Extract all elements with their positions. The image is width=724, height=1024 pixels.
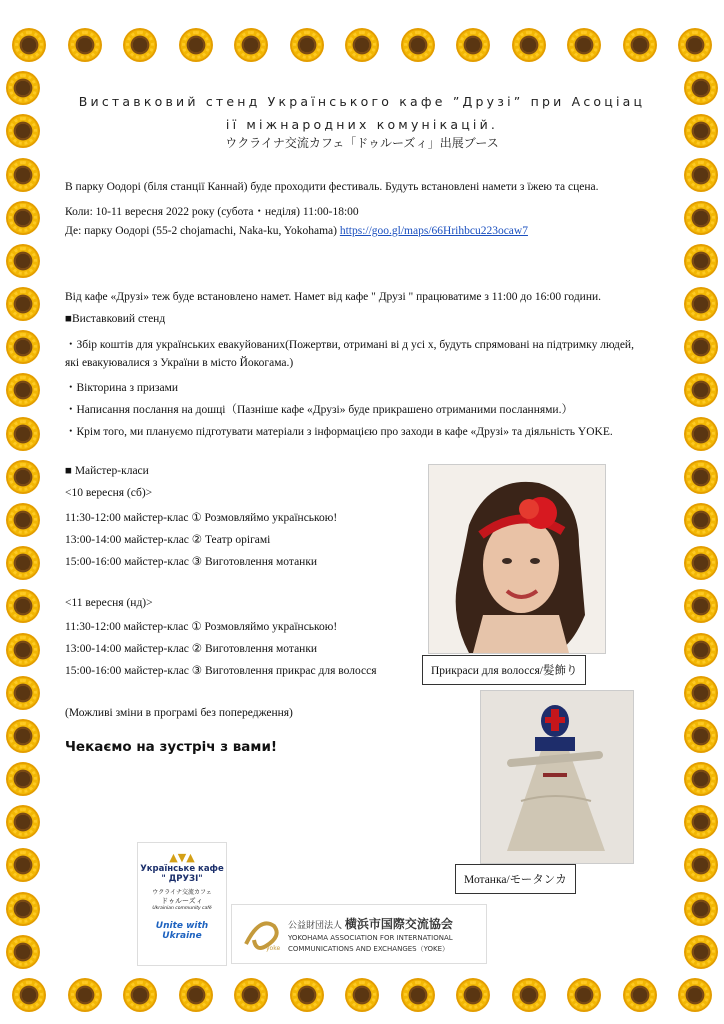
yoke-logo <box>231 904 487 964</box>
page-title <box>40 90 684 136</box>
sunflower-icon <box>512 978 546 1012</box>
booth-item-3: ・Написання послання на дошці（Пазніше кафе «Друзі» буде прикрашено отриманими посланнями.） <box>65 404 573 416</box>
sunflower-icon <box>290 28 324 62</box>
sunflower-icon <box>684 589 718 623</box>
cafe-logo-jp: ウクライナ交流カフェ <box>152 889 212 896</box>
sunflower-icon <box>6 719 40 753</box>
hair-accessory-caption: Прикраси для волосся/髪飾り <box>422 655 586 685</box>
title-japanese: ウクライナ交流カフェ「ドゥルーズィ」出展ブース <box>225 136 499 150</box>
sunflower-icon <box>6 201 40 235</box>
sunflower-icon <box>6 848 40 882</box>
title-line-1: Виставковий стенд Українського кафе ”Друзі” при Асоціац <box>78 94 646 109</box>
sunflower-icon <box>234 978 268 1012</box>
sunflower-icon <box>345 978 379 1012</box>
cafe-logo-jp-2: ドゥルーズィ <box>161 897 203 905</box>
sunflower-icon <box>684 719 718 753</box>
motanka-caption: Мотанка/モータンカ <box>455 864 576 894</box>
day1-heading: <10 вересня (сб)> <box>65 487 153 499</box>
booth-item-1b: які евакуювалися з України в місто Йокогама.) <box>65 357 294 369</box>
woman-portrait-image <box>429 465 605 653</box>
sunflower-icon <box>684 546 718 580</box>
sunflower-icon <box>684 935 718 969</box>
sunflower-icon <box>12 28 46 62</box>
sunflower-icon <box>6 460 40 494</box>
when-text: Коли: 10-11 вересня 2022 року (субота・неділя) 11:00-18:00 <box>65 206 359 218</box>
sunflower-icon <box>684 287 718 321</box>
sunflower-icon <box>567 978 601 1012</box>
day2-item: 15:00-16:00 майстер-клас ③ Виготовлення прикрас для волосся <box>65 665 377 677</box>
day2-item: 11:30-12:00 майстер-клас ① Розмовляймо українською! <box>65 621 338 633</box>
cafe-logo-en: Ukrainian community café <box>152 906 212 911</box>
sunflower-icon <box>567 28 601 62</box>
yoke-name-en-1: YOKOHAMA ASSOCIATION FOR INTERNATIONAL <box>288 934 453 942</box>
sunflower-icon <box>68 978 102 1012</box>
unite-with-ukraine-text: Unite with Ukraine <box>155 921 209 941</box>
sunflower-icon <box>6 158 40 192</box>
sunflower-icon <box>6 892 40 926</box>
change-note: (Можливі зміни в програмі без попередження) <box>65 707 293 719</box>
day2-item: 13:00-14:00 майстер-клас ② Виготовлення мотанки <box>65 643 318 655</box>
tent-text: Від кафе «Друзі» теж буде встановлено намет. Намет від кафе " Друзі " працюватиме з 11:00 до 16:00 години. <box>65 291 602 303</box>
sunflower-icon <box>684 633 718 667</box>
sunflower-icon <box>6 287 40 321</box>
sunflower-icon <box>684 158 718 192</box>
sunflower-icon <box>684 848 718 882</box>
booth-item-1a: ・Збір коштів для українських евакуйованих(Пожертви, отримані ві д усі х, будуть спрямовані на підтримку людей, <box>65 339 634 351</box>
yoke-name-en-2: COMMUNICATIONS AND EXCHANGES（YOKE） <box>288 945 450 953</box>
sunflower-icon <box>345 28 379 62</box>
cafe-logo-name-2: " ДРУЗІ" <box>161 874 203 884</box>
sunflower-icon <box>684 503 718 537</box>
sunflower-icon <box>456 978 490 1012</box>
map-link[interactable]: https://goo.gl/maps/66Hrihbcu223ocaw7 <box>339 225 528 237</box>
sunflower-icon <box>6 589 40 623</box>
hair-accessory-photo <box>428 464 606 654</box>
sunflower-icon <box>6 633 40 667</box>
sunflower-icon <box>123 28 157 62</box>
booth-heading: ■Виставковий стенд <box>65 313 166 325</box>
sunflower-icon <box>6 546 40 580</box>
cafe-logo-icon: ▲▼▲ <box>169 851 195 864</box>
sunflower-icon <box>684 201 718 235</box>
sunflower-icon <box>623 978 657 1012</box>
sunflower-icon <box>678 978 712 1012</box>
motanka-doll-image <box>481 691 633 863</box>
sunflower-icon <box>290 978 324 1012</box>
sunflower-icon <box>684 460 718 494</box>
day1-item: 15:00-16:00 майстер-клас ③ Виготовлення мотанки <box>65 556 318 568</box>
yoke-prefix: 公益財団法人 <box>288 921 343 931</box>
sunflower-icon <box>179 978 213 1012</box>
sunflower-icon <box>68 28 102 62</box>
sunflower-icon <box>678 28 712 62</box>
sunflower-icon <box>6 373 40 407</box>
sunflower-icon <box>6 71 40 105</box>
sunflower-icon <box>684 762 718 796</box>
sunflower-icon <box>12 978 46 1012</box>
sunflower-icon <box>6 244 40 278</box>
sunflower-icon <box>684 892 718 926</box>
sunflower-icon <box>512 28 546 62</box>
sunflower-icon <box>6 330 40 364</box>
day1-item: 13:00-14:00 майстер-клас ② Театр орігамі <box>65 534 271 546</box>
where-text <box>65 225 528 237</box>
sunflower-icon <box>684 417 718 451</box>
sunflower-icon <box>6 114 40 148</box>
sunflower-icon <box>123 978 157 1012</box>
sunflower-icon <box>684 244 718 278</box>
yoke-mark-text: yoke <box>266 945 281 952</box>
closing-text: Чекаємо на зустріч з вами! <box>65 739 278 755</box>
sunflower-icon <box>6 805 40 839</box>
sunflower-icon <box>684 676 718 710</box>
sunflower-icon <box>179 28 213 62</box>
sunflower-icon <box>6 676 40 710</box>
where-prefix: Де: парку Оодорі (55-2 chojamachi, Naka-ku, Yokohama) <box>65 225 340 237</box>
sunflower-icon <box>623 28 657 62</box>
sunflower-icon <box>6 762 40 796</box>
cafe-logo-name: Українське кафе <box>140 864 224 874</box>
sunflower-icon <box>684 330 718 364</box>
sunflower-icon <box>234 28 268 62</box>
motanka-photo <box>480 690 634 864</box>
sunflower-icon <box>684 805 718 839</box>
workshops-heading: ■ Майстер-класи <box>65 465 149 477</box>
yoke-name-jp: 横浜市国際交流協会 <box>344 917 453 931</box>
festival-text: В парку Оодорі (біля станції Каннай) буде проходити фестиваль. Будуть встановлені намети з їжею та сцена. <box>65 181 599 193</box>
day2-heading: <11 вересня (нд)> <box>65 597 153 609</box>
sunflower-icon <box>684 71 718 105</box>
sunflower-icon <box>401 28 435 62</box>
sunflower-icon <box>684 373 718 407</box>
sunflower-icon <box>6 417 40 451</box>
cafe-druzi-logo <box>137 842 227 966</box>
sunflower-icon <box>401 978 435 1012</box>
day1-item: 11:30-12:00 майстер-клас ① Розмовляймо українською! <box>65 512 338 524</box>
sunflower-icon <box>6 935 40 969</box>
sunflower-icon <box>456 28 490 62</box>
booth-item-4: ・Крім того, ми плануємо підготувати матеріали з інформацією про заходи в кафе «Друзі» та діяльність YOKE. <box>65 426 613 438</box>
sunflower-icon <box>6 503 40 537</box>
booth-item-2: ・Вікторина з призами <box>65 382 179 394</box>
sunflower-icon <box>684 114 718 148</box>
title-line-2: ії міжнародних комунікацій. <box>225 117 499 132</box>
